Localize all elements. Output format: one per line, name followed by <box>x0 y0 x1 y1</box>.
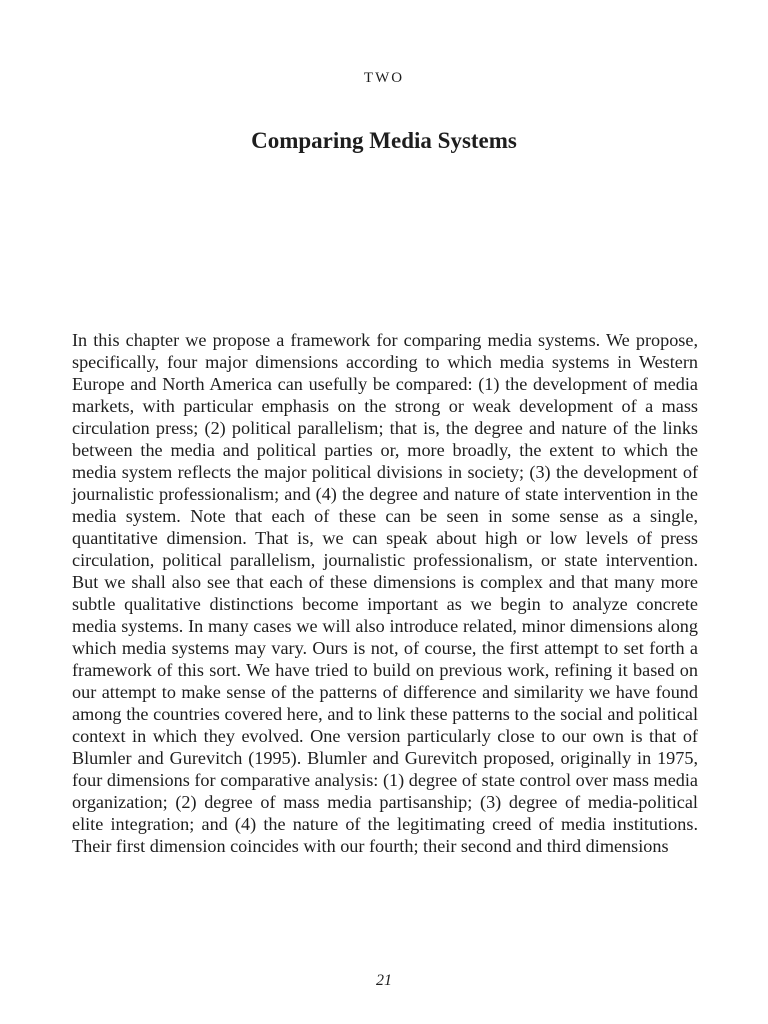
page-number: 21 <box>376 972 392 989</box>
body-paragraph: In this chapter we propose a framework for comparing media systems. We propose, specifically, four major dimensions according to which media systems in Western Europe and North America can usefully be compared: (1) the development of media markets, with particular emphasis on the strong or weak development of a mass circulation press; (2) political parallelism; that is, the degree and nature of the links between the media and political parties or, more broadly, the extent to which the media system reflects the major political divisions in society; (3) the development of journalistic professionalism; and (4) the degree and nature of state intervention in the media system. Note that each of these can be seen in some sense as a single, quantitative dimension. That is, we can speak about high or low levels of press circulation, political parallelism, journalistic professionalism, or state intervention. But we shall also see that each of these dimensions is complex and that many more subtle qualitative distinctions become important as we begin to analyze concrete media systems. In many cases we will also introduce related, minor dimensions along which media systems may vary. Ours is not, of course, the first attempt to set forth a framework of this sort. We have tried to build on previous work, refining it based on our attempt to make sense of the patterns of difference and similarity we have found among the countries covered here, and to link these patterns to the social and political context in which they evolved. One version particularly close to our own is that of Blumler and Gurevitch (1995). Blumler and Gurevitch proposed, originally in 1975, four dimensions for comparative analysis: (1) degree of state control over mass media organization; (2) degree of mass media partisanship; (3) degree of media-political elite integration; and (4) the nature of the legitimating creed of media institutions. Their first dimension coincides with our fourth; their second and third dimensions <box>72 330 698 856</box>
chapter-title: Comparing Media Systems <box>251 128 517 153</box>
chapter-number-label: TWO <box>363 70 405 86</box>
